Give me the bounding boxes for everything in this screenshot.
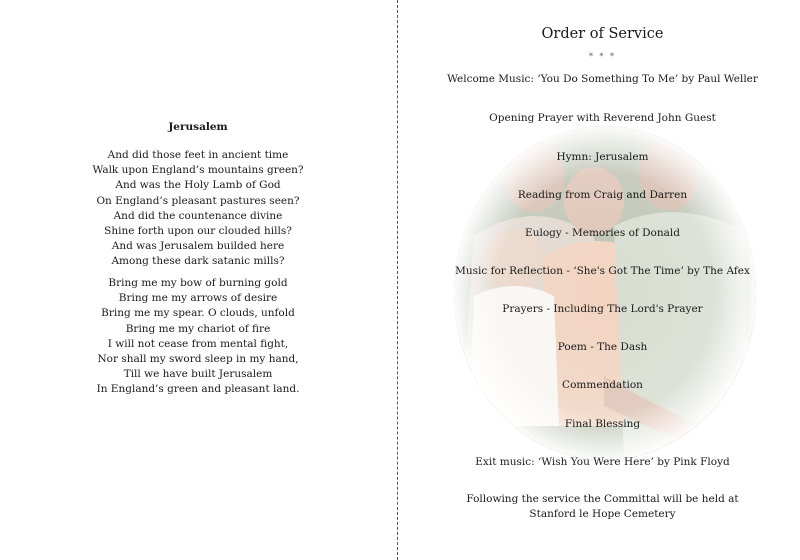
page-fold-line	[397, 0, 398, 560]
service-item-eulogy: Eulogy - Memories of Donald	[525, 227, 680, 239]
poem-line: I will not cease from mental fight,	[107, 337, 289, 350]
service-item-music-reflection: Music for Reflection - ‘She's Got The Time’ by The Afex	[455, 265, 750, 277]
poem-title: Jerusalem	[168, 121, 228, 133]
poem-line: And did those feet in ancient time	[107, 149, 289, 161]
family-photo	[454, 126, 756, 460]
service-item-prayers: Prayers - Including The Lord's Prayer	[502, 303, 703, 315]
title-divider: * * *	[588, 52, 617, 61]
poem-line: And did the countenance divine	[113, 209, 283, 222]
poem-line: Till we have built Jerusalem	[123, 368, 273, 381]
committal-note-line: Following the service the Committal will be held at	[466, 493, 739, 505]
committal-note-line: Stanford le Hope Cemetery	[529, 508, 676, 520]
poem-stanza-1	[60, 148, 336, 270]
poem-line: And was Jerusalem builded here	[111, 240, 285, 253]
service-item-hymn: Hymn: Jerusalem	[556, 151, 649, 163]
poem-line: Bring me my spear. O clouds, unfold	[101, 307, 295, 320]
poem-line: Shine forth upon our clouded hills?	[104, 225, 292, 238]
poem-line: Walk upon England’s mountains green?	[92, 164, 304, 177]
poem-line: In England’s green and pleasant land.	[96, 383, 300, 396]
committal-note	[420, 492, 785, 522]
service-item-welcome-music: Welcome Music: ‘You Do Something To Me’ by Paul Weller	[447, 73, 758, 85]
poem-line: Bring me my chariot of fire	[125, 322, 271, 335]
service-title: Order of Service	[541, 26, 664, 42]
service-item-poem: Poem - The Dash	[557, 341, 648, 353]
poem-line: Nor shall my sword sleep in my hand,	[97, 353, 299, 366]
service-item-commendation: Commendation	[562, 379, 643, 391]
service-item-exit-music: Exit music: ‘Wish You Were Here’ by Pink Floyd	[475, 456, 730, 468]
right-page	[420, 0, 785, 560]
poem-stanza-2	[60, 276, 336, 398]
poem-line: Among these dark satanic mills?	[111, 255, 285, 268]
left-page	[60, 0, 336, 560]
poem-line: Bring me my bow of burning gold	[108, 277, 288, 289]
service-item-opening-prayer: Opening Prayer with Reverend John Guest	[489, 112, 716, 124]
poem-line: And was the Holy Lamb of God	[115, 179, 281, 192]
poem-line: On England’s pleasant pastures seen?	[96, 194, 300, 207]
service-item-final-blessing: Final Blessing	[564, 418, 641, 430]
service-item-reading: Reading from Craig and Darren	[517, 189, 688, 201]
poem-line: Bring me my arrows of desire	[118, 292, 278, 305]
